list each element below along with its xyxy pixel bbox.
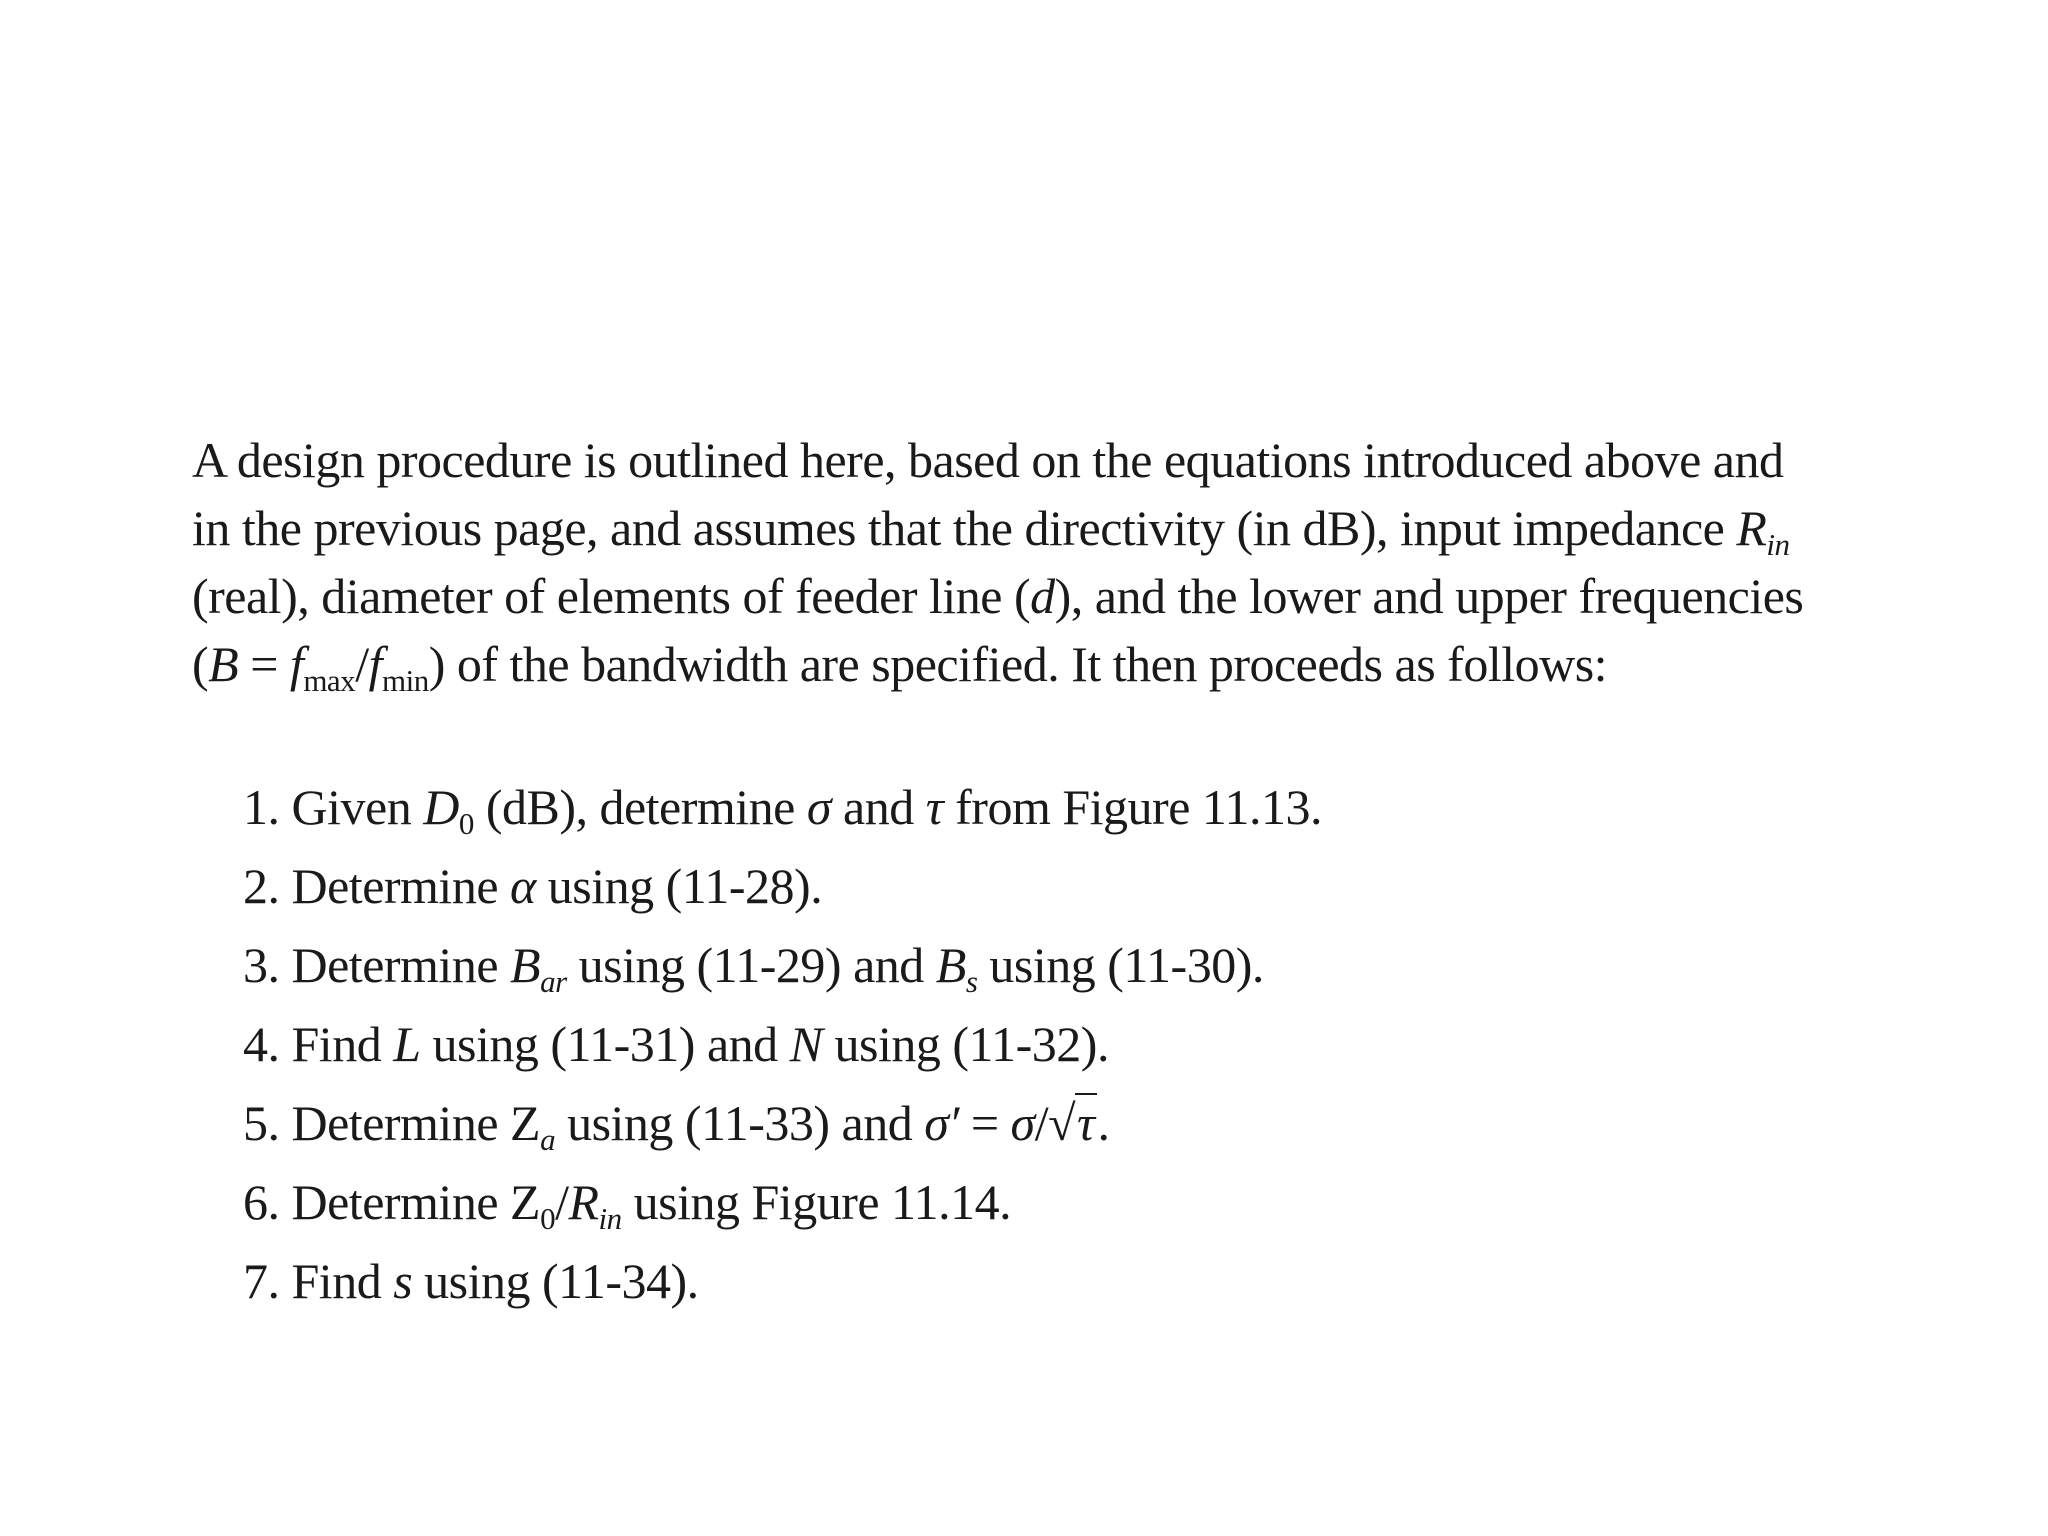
step-number: 2. [243,858,280,914]
intro-line-3-text-b: ), and the lower and upper frequencies [1054,568,1804,624]
step-text: using (11-30). [977,937,1264,993]
step-number: 5. [243,1095,280,1151]
subscript-min: min [382,662,429,698]
subscript: 0 [458,805,474,841]
symbol: N [789,1016,823,1072]
intro-line-4 [192,630,1778,698]
subscript: s [965,963,978,999]
symbol-b: B [208,636,239,692]
symbol: σ [1010,1095,1035,1151]
symbol: L [393,1016,421,1072]
step-text: Determine Z [279,1095,541,1151]
step-1 [243,768,1322,847]
step-text: using (11-28). [535,858,823,914]
symbol-f-min: f [368,636,382,692]
step-text: Given [279,779,424,835]
step-7 [243,1242,1322,1321]
paren-open: ( [192,636,209,692]
step-number: 6. [243,1174,280,1230]
subscript: in [598,1200,622,1236]
step-5 [243,1084,1322,1163]
radicand: τ [1075,1093,1097,1151]
intro-paragraph [192,426,1804,698]
symbol: R [568,1174,599,1230]
step-text: from Figure 11.13. [943,779,1323,835]
intro-line-2-text: in the previous page, and assumes that the directivity (in dB), input impedance [192,500,1737,556]
step-text: Determine [279,858,511,914]
symbol: B [510,937,541,993]
step-number: 1. [243,779,280,835]
symbol: α [510,858,536,914]
step-text: . [1097,1095,1110,1151]
symbol-d: d [1030,568,1055,624]
step-6 [243,1163,1322,1242]
equals-sign: = [238,636,290,692]
square-root [1048,1084,1097,1163]
symbol: D [423,779,459,835]
procedure-steps [243,768,1322,1321]
step-text: Find [279,1253,394,1309]
step-text: (dB), determine [473,779,807,835]
intro-line-1: A design procedure is outlined here, based on the equations introduced above and [192,432,1784,488]
symbol: B [935,937,966,993]
subscript: 0 [540,1200,556,1236]
subscript-max: max [303,662,356,698]
step-text: / [1034,1095,1049,1151]
intro-line-3 [192,562,1804,630]
root-sign: √ [1048,1095,1076,1151]
symbol: τ [925,779,944,835]
step-text: using (11-29) and [566,937,936,993]
step-number: 4. [243,1016,280,1072]
step-text: using (11-33) and [555,1095,925,1151]
subscript-in: in [1766,526,1790,562]
symbol-r: R [1736,500,1767,556]
symbol: σ′ [924,1095,959,1151]
step-3 [243,926,1322,1005]
step-text: using Figure 11.14. [621,1174,1012,1230]
slash: / [355,636,369,692]
intro-line-4-rest: ) of the bandwidth are specified. It then proceeds as follows: [428,636,1608,692]
step-text: Determine Z [279,1174,541,1230]
step-number: 7. [243,1253,280,1309]
step-number: 3. [243,937,280,993]
step-2 [243,847,1322,926]
step-4 [243,1005,1322,1084]
step-text: using (11-32). [822,1016,1109,1072]
symbol: σ [806,779,832,835]
step-text: Find [279,1016,394,1072]
step-text: Determine [279,937,511,993]
subscript: a [540,1121,556,1157]
subscript: ar [540,963,567,999]
intro-line-2 [192,494,1790,562]
step-text: = [958,1095,1011,1151]
step-text: / [555,1174,569,1230]
step-text: using (11-31) and [420,1016,790,1072]
symbol-f-max: f [289,636,304,692]
step-text: and [831,779,926,835]
symbol: s [393,1253,413,1309]
intro-line-3-text-a: (real), diameter of elements of feeder line ( [192,568,1031,624]
step-text: using (11-34). [412,1253,699,1309]
